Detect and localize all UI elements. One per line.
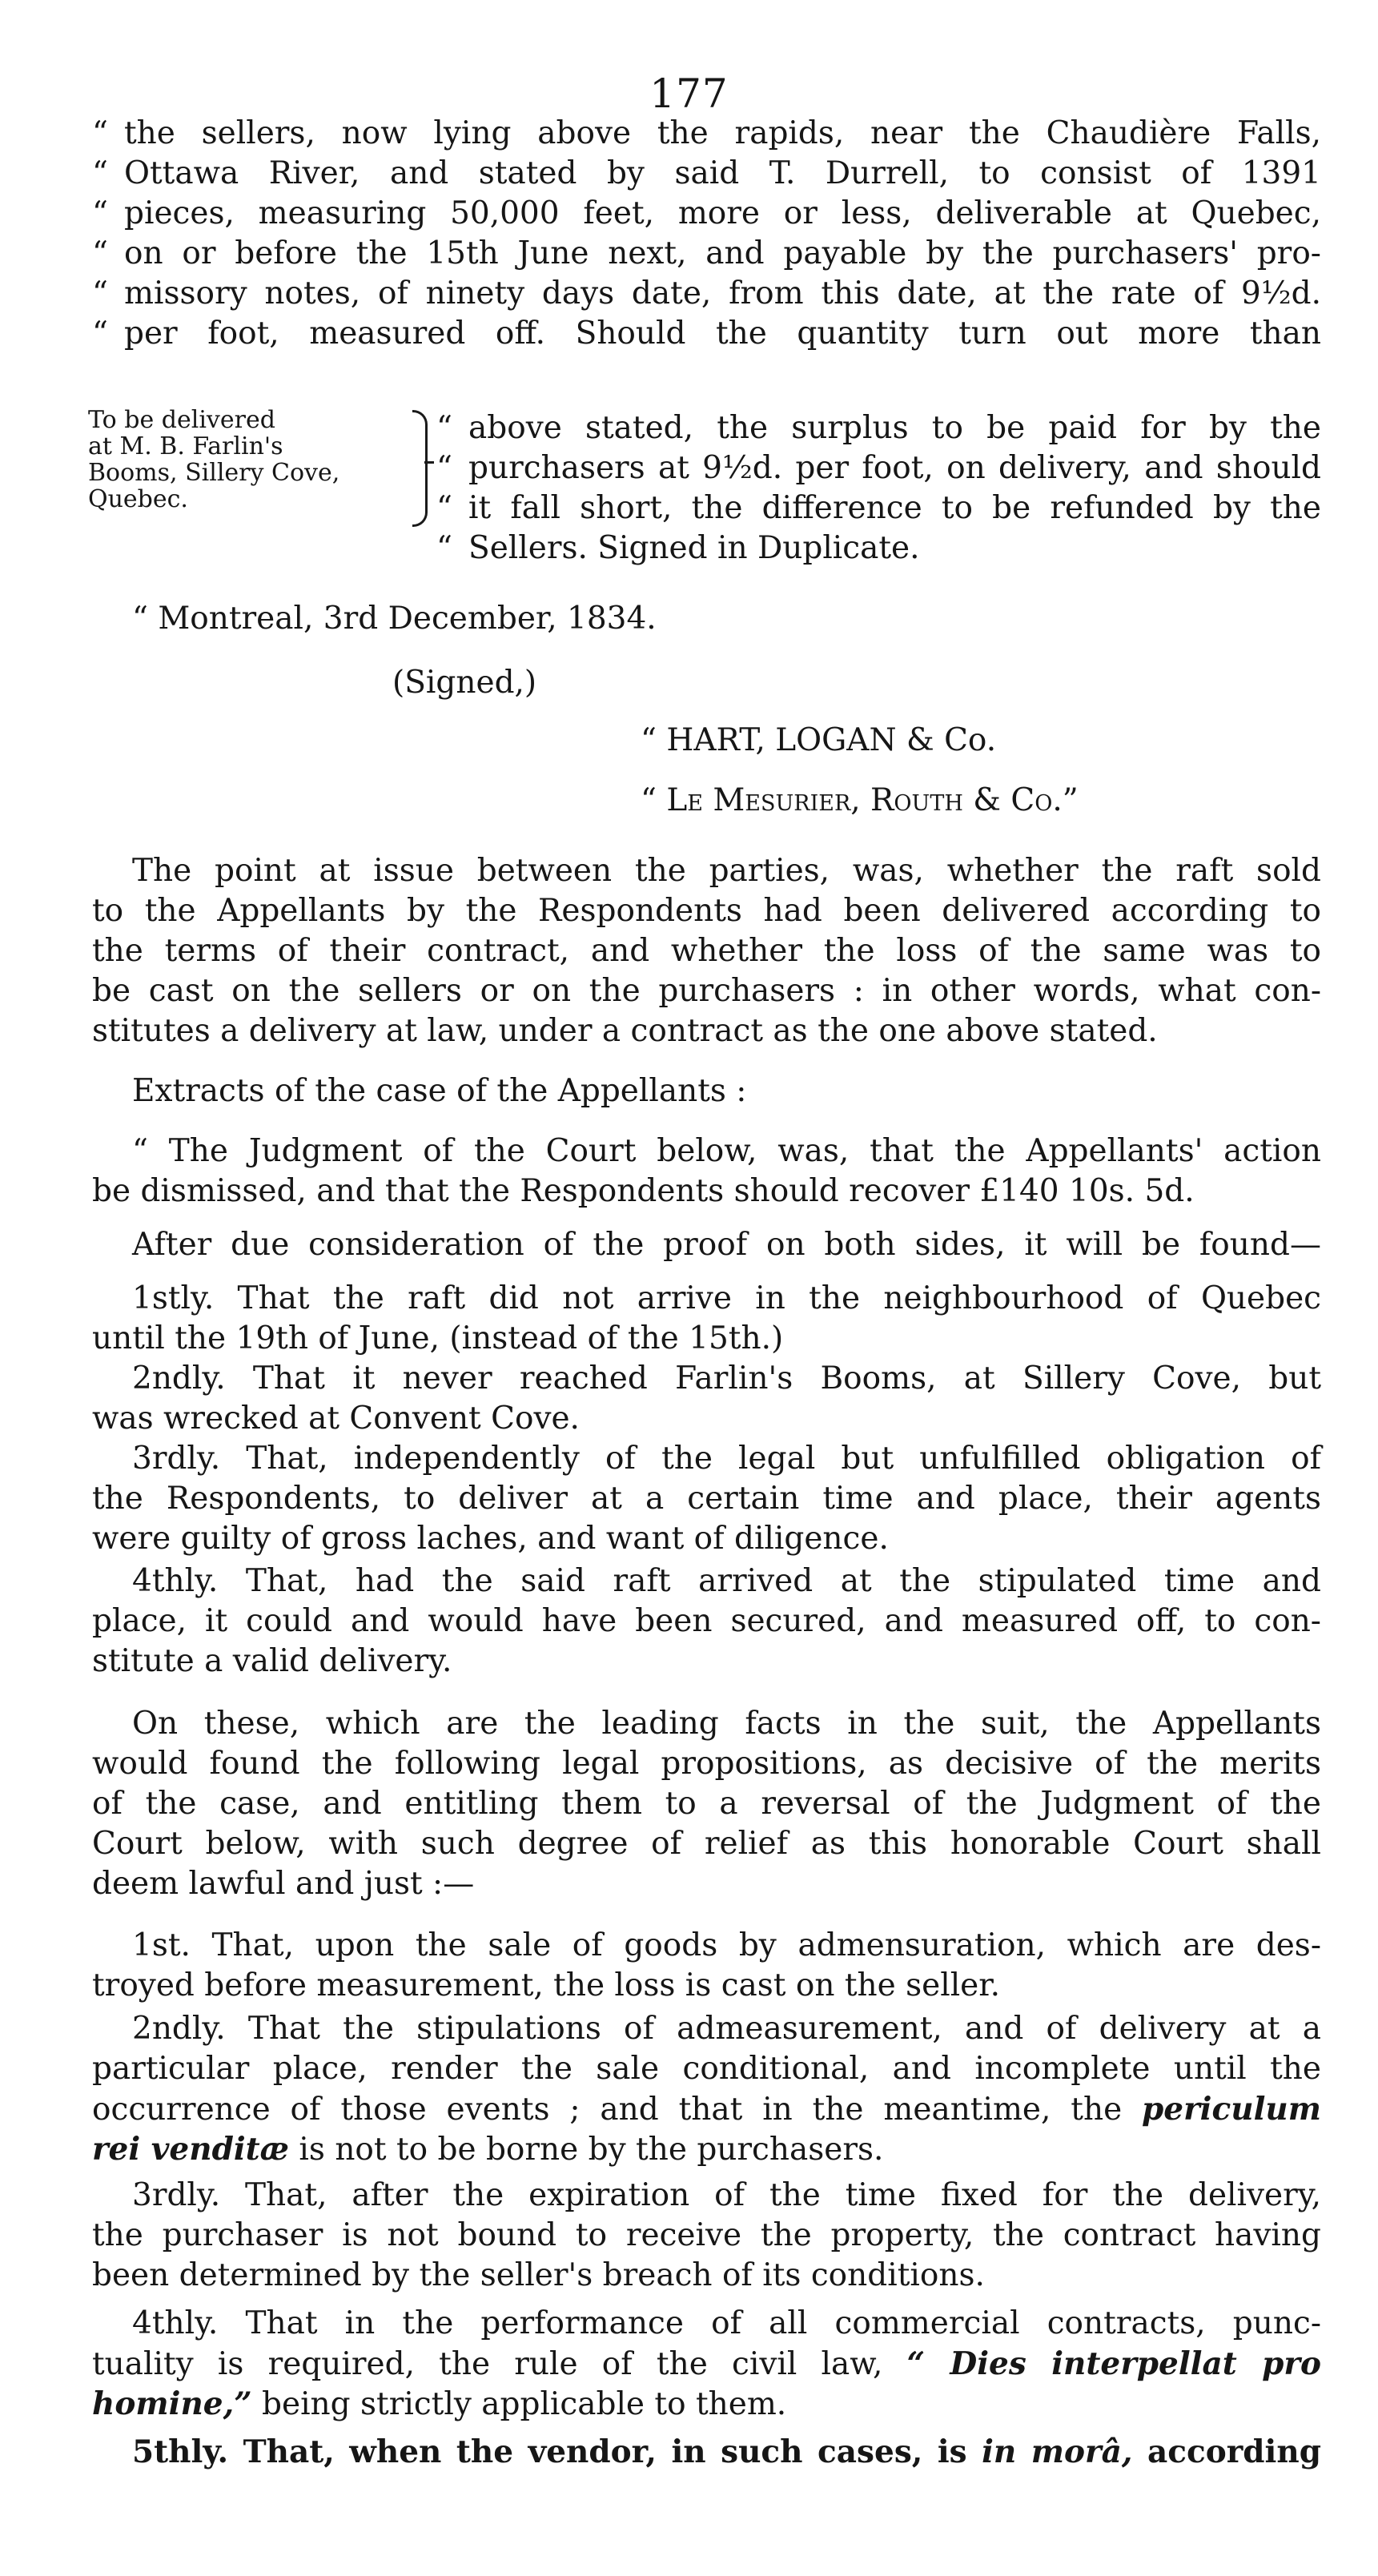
quote-line: “ per foot, measured off. Should the quantity turn out more than [92, 315, 1321, 352]
proposition-line: troyed before measurement, the loss is cast on the seller. [92, 1967, 1001, 2003]
text-line: of the case, and entitling them to a reversal of the Judgment of the [92, 1786, 1321, 1822]
finding-line: until the 19th of June, (instead of the 15th.) [92, 1320, 784, 1356]
proposition-line: tuality is required, the rule of the civil law, “ Dies interpellat pro [92, 2345, 1321, 2382]
text-line: stitutes a delivery at law, under a contract as the one above stated. [92, 1013, 1158, 1049]
proposition-line: been determined by the seller's breach of its conditions. [92, 2257, 985, 2293]
margin-note-line: To be delivered [88, 406, 275, 434]
signature-line: “ HART, LOGAN & Co. [641, 722, 997, 758]
proposition-line: 3rdly. That, after the expiration of the time fixed for the delivery, [132, 2177, 1321, 2213]
text-line: be cast on the sellers or on the purchasers : in other words, what con- [92, 973, 1321, 1009]
proposition-line: occurrence of those events ; and that in the meantime, the periculum [92, 2091, 1321, 2128]
quote-line: “ the sellers, now lying above the rapids, near the Chaudière Falls, [92, 115, 1321, 151]
proposition-line: 2ndly. That the stipulations of admeasurement, and of delivery at a [132, 2011, 1321, 2047]
quote-line: “ purchasers at 9½d. per foot, on delivery, and should [436, 450, 1321, 486]
text-line: On these, which are the leading facts in the suit, the Appellants [132, 1706, 1321, 1742]
text-line: deem lawful and just :— [92, 1866, 475, 1902]
quote-line: “ above stated, the surplus to be paid for by the [436, 410, 1321, 446]
text-line: the terms of their contract, and whether the loss of the same was to [92, 933, 1321, 969]
finding-line: 3rdly. That, independently of the legal but unfulfilled obligation of [132, 1441, 1321, 1477]
text-line: After due consideration of the proof on both sides, it will be found— [132, 1227, 1321, 1263]
quote-line: “ pieces, measuring 50,000 feet, more or less, deliverable at Quebec, [92, 195, 1321, 231]
text-line: Court below, with such degree of relief as this honorable Court shall [92, 1826, 1321, 1862]
finding-line: the Respondents, to deliver at a certain time and place, their agents [92, 1481, 1321, 1517]
proposition-line: 1st. That, upon the sale of goods by admensuration, which are des- [132, 1927, 1321, 1963]
quote-line: “ Sellers. Signed in Duplicate. [436, 530, 920, 566]
finding-line: place, it could and would have been secured, and measured off, to con- [92, 1603, 1321, 1639]
proposition-line: 5thly. That, when the vendor, in such cases, is in morâ, according [132, 2433, 1321, 2470]
date-line: “ Montreal, 3rd December, 1834. [132, 601, 657, 637]
margin-note-line: Booms, Sillery Cove, [88, 459, 340, 487]
proposition-line: rei venditæ is not to be borne by the purchasers. [92, 2131, 884, 2168]
section-heading: Extracts of the case of the Appellants : [132, 1073, 747, 1109]
quote-line: “ Ottawa River, and stated by said T. Durrell, to consist of 1391 [92, 155, 1321, 191]
finding-line: 2ndly. That it never reached Farlin's Booms, at Sillery Cove, but [132, 1360, 1321, 1397]
signature-line: “ Le Mesurier, Routh & Co.” [641, 782, 1079, 818]
proposition-line: particular place, render the sale conditional, and incomplete until the [92, 2051, 1321, 2087]
brace [412, 410, 428, 527]
quote-line: “ it fall short, the difference to be refunded by the [436, 490, 1321, 526]
text-line: “ The Judgment of the Court below, was, that the Appellants' action [132, 1133, 1321, 1169]
proposition-line: 4thly. That in the performance of all commercial contracts, punc- [132, 2305, 1321, 2341]
quote-line: “ on or before the 15th June next, and payable by the purchasers' pro- [92, 235, 1321, 271]
quote-line: “ missory notes, of ninety days date, from this date, at the rate of 9½d. [92, 275, 1321, 311]
brace-tip [424, 461, 434, 464]
text-line: The point at issue between the parties, was, whether the raft sold [132, 853, 1321, 889]
finding-line: was wrecked at Convent Cove. [92, 1401, 580, 1437]
margin-note [88, 407, 424, 512]
finding-line: 4thly. That, had the said raft arrived at the stipulated time and [132, 1563, 1321, 1599]
proposition-line: the purchaser is not bound to receive the property, the contract having [92, 2217, 1321, 2253]
proposition-line: homine,” being strictly applicable to them. [92, 2385, 787, 2422]
margin-note-line: Quebec. [88, 485, 188, 513]
text-line: to the Appellants by the Respondents had been delivered according to [92, 893, 1321, 929]
page-number: 177 [649, 70, 729, 117]
margin-note-line: at M. B. Farlin's [88, 432, 283, 460]
signed-label: (Signed,) [392, 665, 537, 701]
text-line: would found the following legal propositions, as decisive of the merits [92, 1746, 1321, 1782]
finding-line: were guilty of gross laches, and want of diligence. [92, 1521, 889, 1557]
text-line: be dismissed, and that the Respondents should recover £140 10s. 5d. [92, 1173, 1195, 1209]
finding-line: 1stly. That the raft did not arrive in the neighbourhood of Quebec [132, 1280, 1321, 1316]
finding-line: stitute a valid delivery. [92, 1643, 452, 1679]
